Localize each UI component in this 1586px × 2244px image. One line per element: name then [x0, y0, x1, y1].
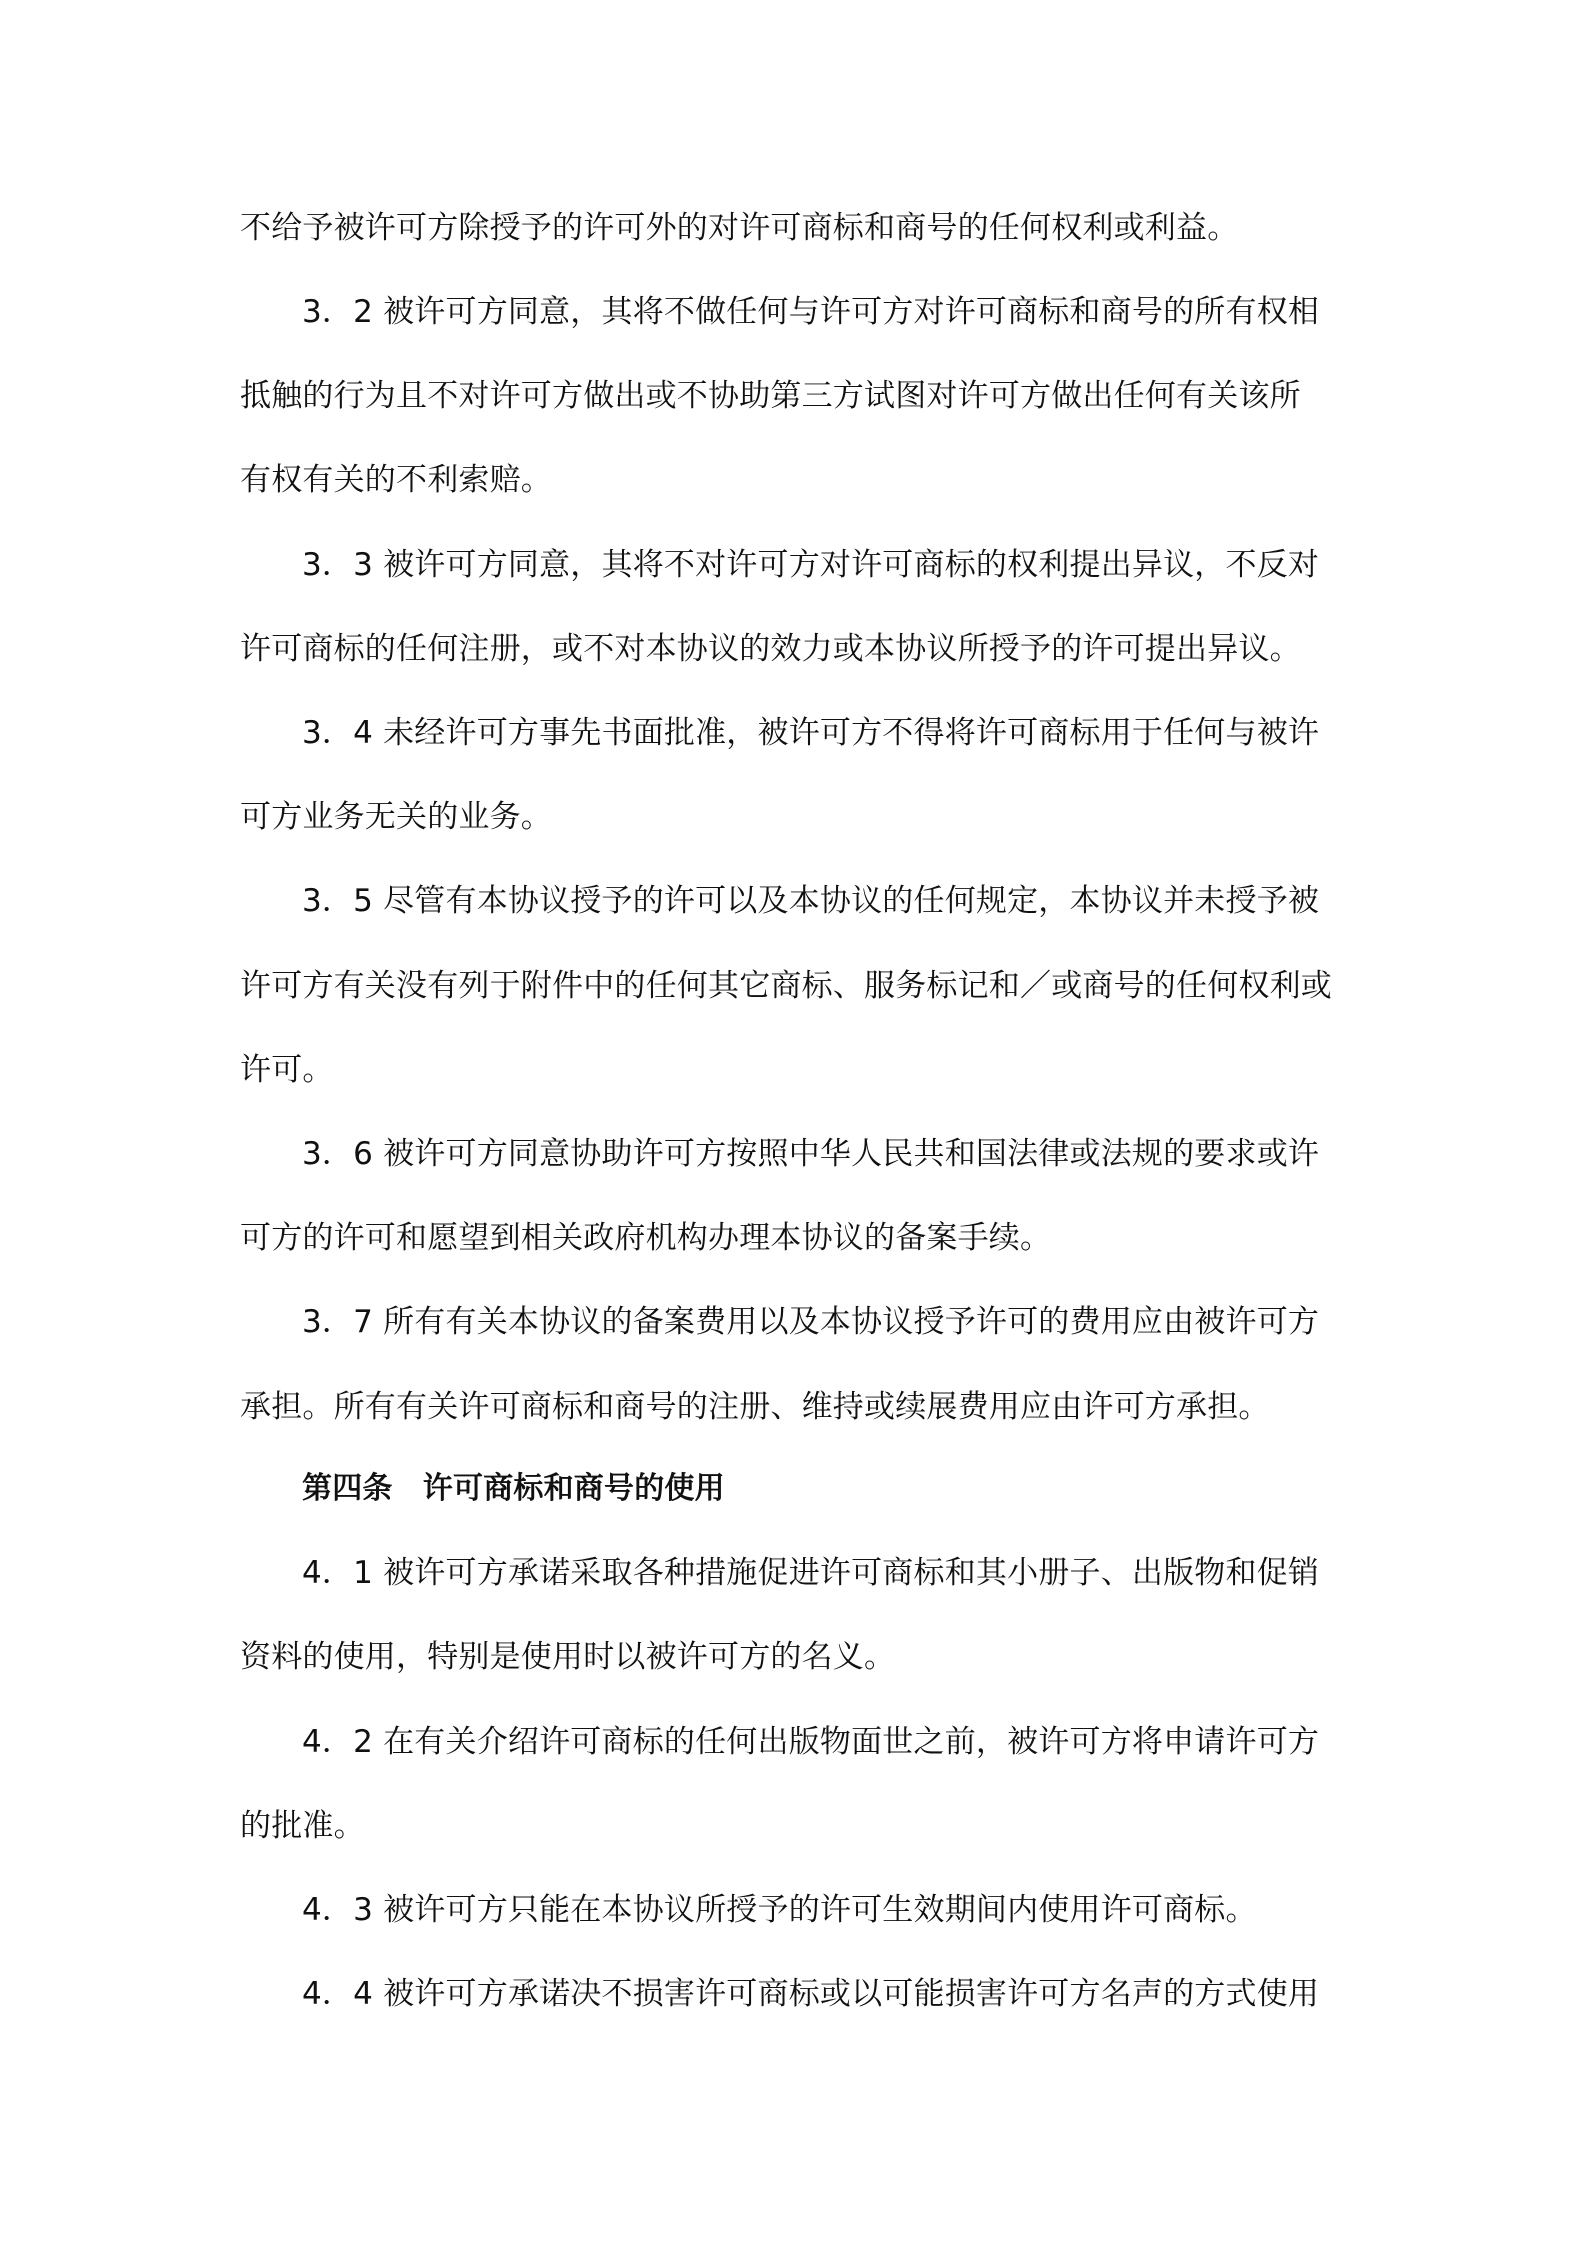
clause-4-2-line-2: 的批准。 [240, 1808, 365, 1844]
clause-3-3-line-2: 许可商标的任何注册，或不对本协议的效力或本协议所授予的许可提出异议。 [240, 631, 1301, 667]
clause-3-7-line-1: 3．7 所有有关本协议的备案费用以及本协议授予许可的费用应由被许可方 [302, 1304, 1320, 1340]
clause-3-5-line-3: 许可。 [240, 1052, 334, 1088]
clause-3-2-line-2: 抵触的行为且不对许可方做出或不协助第三方试图对许可方做出任何有关该所 [240, 378, 1301, 414]
clause-3-7-line-2: 承担。所有有关许可商标和商号的注册、维持或续展费用应由许可方承担。 [240, 1389, 1270, 1425]
clause-3-5-line-1: 3．5 尽管有本协议授予的许可以及本协议的任何规定，本协议并未授予被 [302, 883, 1320, 919]
clause-3-5-line-2: 许可方有关没有列于附件中的任何其它商标、服务标记和／或商号的任何权利或 [240, 968, 1332, 1004]
clause-4-4-line-1: 4．4 被许可方承诺决不损害许可商标或以可能损害许可方名声的方式使用 [302, 1976, 1320, 2012]
clause-3-4-line-2: 可方业务无关的业务。 [240, 799, 552, 835]
clause-4-1-line-2: 资料的使用，特别是使用时以被许可方的名义。 [240, 1639, 896, 1675]
text-line: 不给予被许可方除授予的许可外的对许可商标和商号的任何权利或利益。 [240, 210, 1239, 246]
clause-3-4-line-1: 3．4 未经许可方事先书面批准，被许可方不得将许可商标用于任何与被许 [302, 715, 1320, 751]
clause-3-6-line-1: 3．6 被许可方同意协助许可方按照中华人民共和国法律或法规的要求或许 [302, 1136, 1320, 1172]
clause-4-1-line-1: 4．1 被许可方承诺采取各种措施促进许可商标和其小册子、出版物和促销 [302, 1555, 1320, 1591]
clause-3-3-line-1: 3．3 被许可方同意，其将不对许可方对许可商标的权利提出异议，不反对 [302, 547, 1320, 583]
section-heading-article-4: 第四条 许可商标和商号的使用 [302, 1471, 725, 1506]
clause-3-2-line-3: 有权有关的不利索赔。 [240, 462, 552, 498]
clause-4-3-line-1: 4．3 被许可方只能在本协议所授予的许可生效期间内使用许可商标。 [302, 1892, 1257, 1928]
clause-3-2-line-1: 3．2 被许可方同意，其将不做任何与许可方对许可商标和商号的所有权相 [302, 294, 1320, 330]
clause-4-2-line-1: 4．2 在有关介绍许可商标的任何出版物面世之前，被许可方将申请许可方 [302, 1724, 1320, 1760]
clause-3-6-line-2: 可方的许可和愿望到相关政府机构办理本协议的备案手续。 [240, 1220, 1052, 1256]
